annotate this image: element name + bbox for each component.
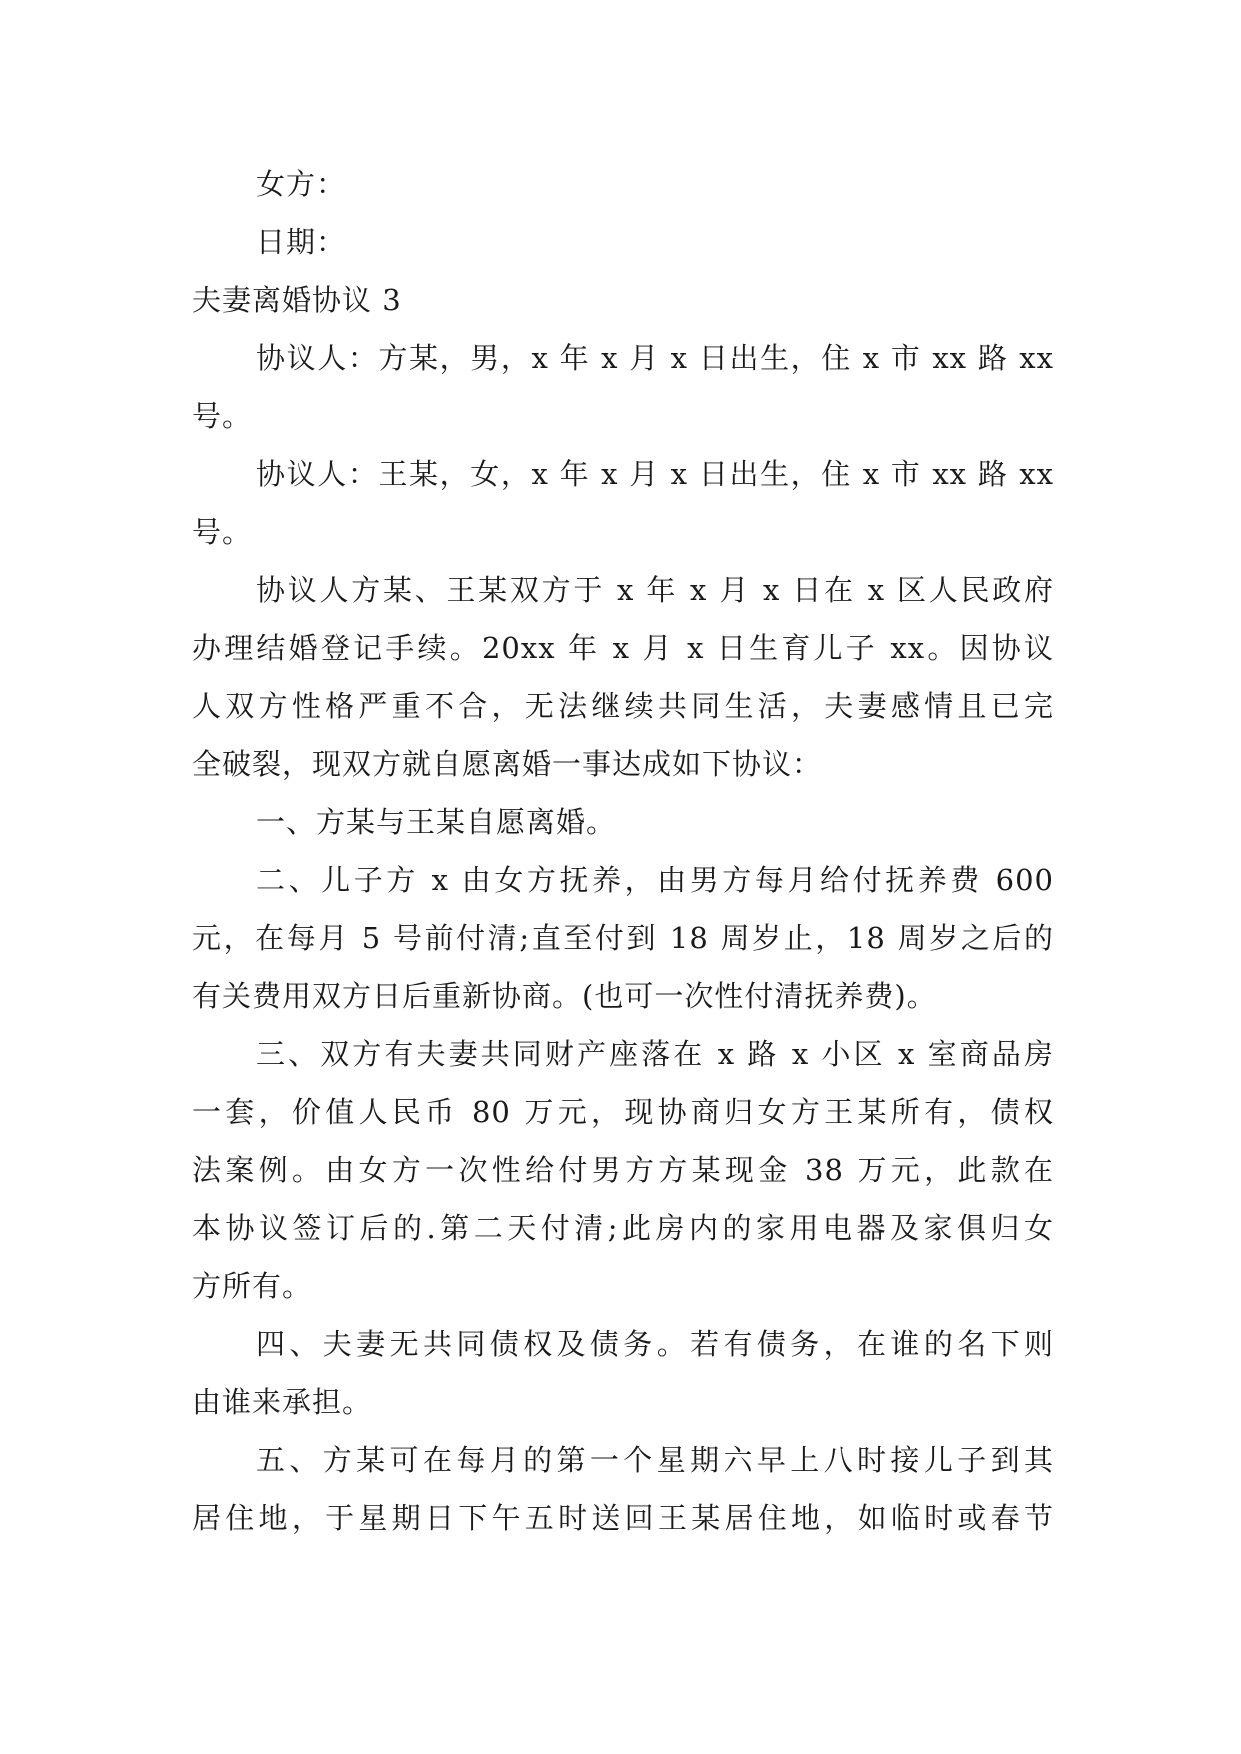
text-line: 协议人：方某，男，x 年 x 月 x 日出生，住 x 市 xx 路 xx [256, 341, 1054, 375]
text-line: 号。 [192, 515, 253, 549]
document-body [192, 155, 1054, 1547]
text-line: 方所有。 [192, 1269, 313, 1303]
text-line: 本协议签订后的.第二天付清;此房内的家用电器及家俱归女 [192, 1211, 1054, 1245]
text-line: 三、双方有夫妻共同财产座落在 x 路 x 小区 x 室商品房 [256, 1037, 1054, 1071]
text-line: 四、夫妻无共同债权及债务。若有债务，在谁的名下则 [256, 1327, 1054, 1361]
text-line: 一套，价值人民币 80 万元，现协商归女方王某所有，债权 [192, 1095, 1054, 1129]
text-line: 二、儿子方 x 由女方抚养，由男方每月给付抚养费 600 [256, 863, 1054, 897]
text-line: 有关费用双方日后重新协商。(也可一次性付清抚养费)。 [192, 979, 937, 1013]
text-line: 协议人：王某，女，x 年 x 月 x 日出生，住 x 市 xx 路 xx [256, 457, 1054, 491]
text-line: 由谁来承担。 [192, 1385, 373, 1419]
text-line: 元，在每月 5 号前付清;直至付到 18 周岁止，18 周岁之后的 [192, 921, 1054, 955]
text-line: 人双方性格严重不合，无法继续共同生活，夫妻感情且已完 [192, 689, 1054, 723]
text-line: 日期： [256, 225, 347, 259]
text-line: 全破裂，现双方就自愿离婚一事达成如下协议： [192, 747, 823, 781]
text-line: 居住地，于星期日下午五时送回王某居住地，如临时或春节 [192, 1501, 1054, 1535]
text-line: 号。 [192, 399, 253, 433]
text-line: 法案例。由女方一次性给付男方方某现金 38 万元，此款在 [192, 1153, 1054, 1187]
text-line: 一、方某与王某自愿离婚。 [256, 805, 617, 839]
text-line: 协议人方某、王某双方于 x 年 x 月 x 日在 x 区人民政府 [256, 573, 1054, 607]
text-line: 办理结婚登记手续。20xx 年 x 月 x 日生育儿子 xx。因协议 [192, 631, 1054, 665]
text-line: 女方： [256, 167, 347, 201]
text-line: 夫妻离婚协议 3 [192, 283, 402, 317]
text-line: 五、方某可在每月的第一个星期六早上八时接儿子到其 [256, 1443, 1054, 1477]
